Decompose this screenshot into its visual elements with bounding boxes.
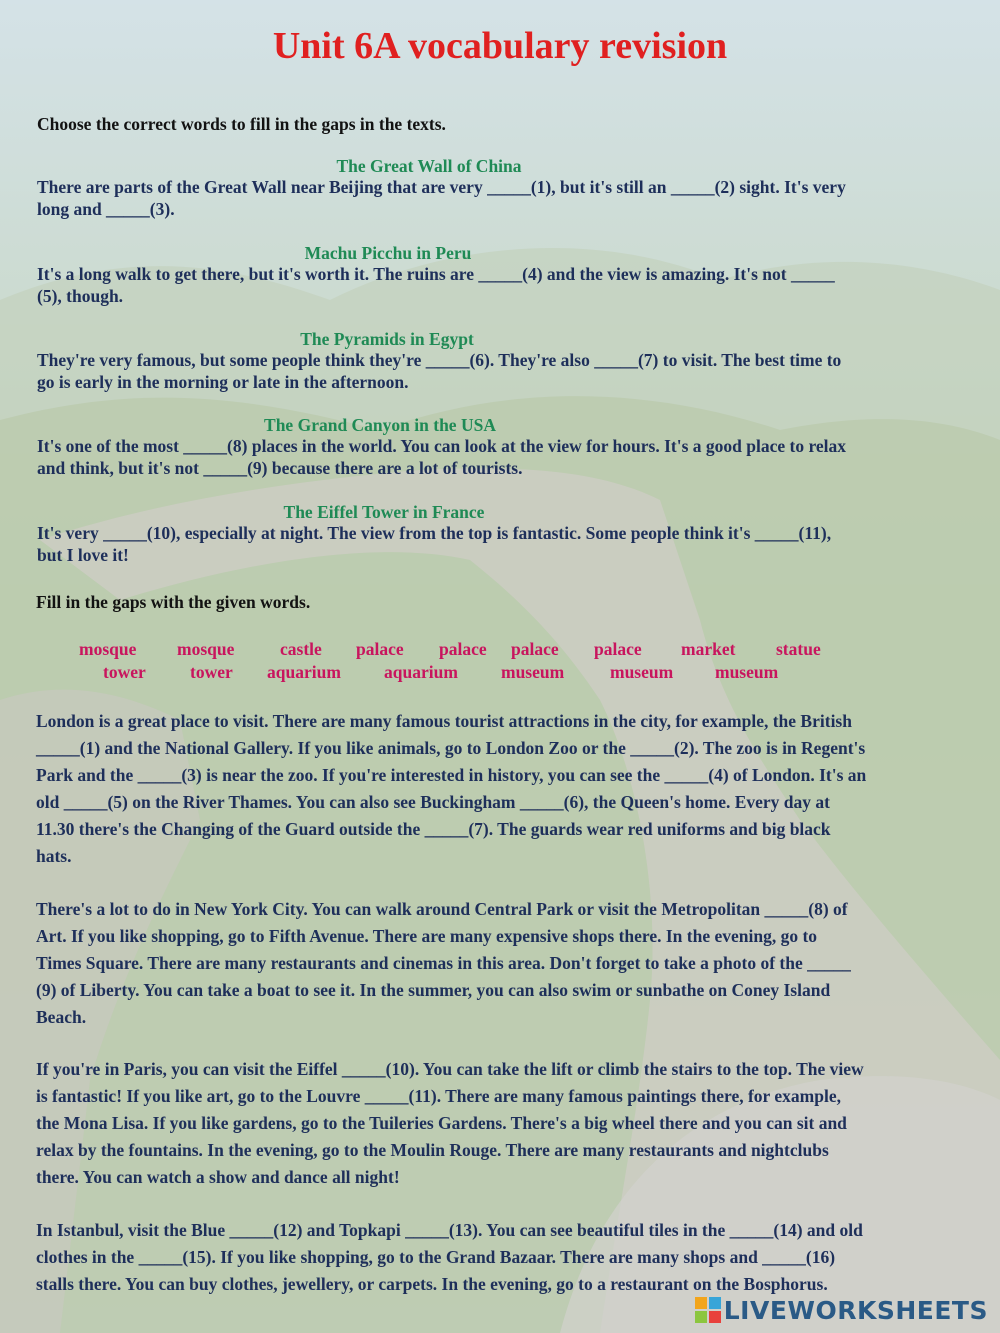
- text-line: Art. If you like shopping, go to Fifth Avenue. There are many expensive shops there. In the evening, go to: [36, 926, 818, 946]
- text-line: It's a long walk to get there, but it's worth it. The ruins are _____(4) and the view is amazing. It's not _____: [37, 264, 835, 284]
- word-bank-item[interactable]: castle: [280, 639, 322, 659]
- word-bank-item[interactable]: palace: [594, 639, 642, 659]
- word-bank-item[interactable]: market: [681, 639, 736, 659]
- text-line: Beach.: [36, 1007, 87, 1027]
- text-line: They're very famous, but some people think they're _____(6). They're also _____(7) to visit. The best time to: [37, 350, 842, 370]
- text-line: Park and the _____(3) is near the zoo. If you're interested in history, you can see the _____(4) of London. It's an: [36, 765, 867, 785]
- text-line: long and _____(3).: [37, 198, 175, 219]
- part2-instruction: Fill in the gaps with the given words.: [36, 592, 311, 612]
- text-line: but I love it!: [37, 544, 129, 565]
- section-heading-great-wall: The Great Wall of China: [336, 156, 522, 176]
- paragraph-paris: [36, 1056, 971, 1191]
- brand-name: LIVEWORKSHEETS: [723, 1295, 988, 1325]
- word-bank-item[interactable]: museum: [610, 662, 674, 682]
- text-line: _____(1) and the National Gallery. If you like animals, go to London Zoo or the _____(2). The zoo is in Regent's: [36, 738, 866, 758]
- page-title: Unit 6A vocabulary revision: [272, 25, 728, 67]
- paragraph-new-york: [36, 896, 971, 1031]
- text-line: and think, but it's not _____(9) because there are a lot of tourists.: [37, 457, 523, 478]
- word-bank-item[interactable]: tower: [103, 662, 146, 682]
- text-line: In Istanbul, visit the Blue _____(12) and Topkapi _____(13). You can see beautiful tiles in the _____(14) and old: [36, 1220, 863, 1240]
- word-bank-item[interactable]: mosque: [177, 639, 235, 659]
- word-bank-item[interactable]: palace: [439, 639, 487, 659]
- word-bank-item[interactable]: museum: [501, 662, 565, 682]
- word-bank-item[interactable]: mosque: [79, 639, 137, 659]
- text-line: 11.30 there's the Changing of the Guard outside the _____(7). The guards wear red uniforms and big black: [36, 819, 831, 839]
- section-text-pyramids: [37, 350, 967, 393]
- text-line: is fantastic! If you like art, go to the Louvre _____(11). There are many famous paintings there, for example,: [36, 1086, 841, 1106]
- text-line: (9) of Liberty. You can take a boat to see it. In the summer, you can also swim or sunbathe on Coney Island: [36, 980, 831, 1000]
- text-line: It's one of the most _____(8) places in the world. You can look at the view for hours. It's a good place to relax: [37, 436, 847, 456]
- text-line: London is a great place to visit. There are many famous tourist attractions in the city, for example, the British: [36, 711, 852, 731]
- paragraph-istanbul: [36, 1217, 971, 1298]
- section-heading-grand-canyon: The Grand Canyon in the USA: [264, 415, 496, 435]
- text-line: There are parts of the Great Wall near Beijing that are very _____(1), but it's still an _____(2) sight. It's very: [37, 177, 846, 197]
- word-bank-item[interactable]: statue: [776, 639, 821, 659]
- word-bank-item[interactable]: museum: [715, 662, 779, 682]
- liveworksheets-logo[interactable]: [695, 1296, 988, 1324]
- text-line: hats.: [36, 846, 72, 866]
- section-text-grand-canyon: [37, 436, 967, 479]
- text-line: old _____(5) on the River Thames. You can also see Buckingham _____(6), the Queen's home. Every day at: [36, 792, 830, 812]
- text-line: (5), though.: [37, 285, 124, 306]
- section-text-great-wall: [37, 177, 967, 220]
- word-bank-item[interactable]: palace: [356, 639, 404, 659]
- word-bank-item[interactable]: aquarium: [267, 662, 341, 682]
- word-bank-item[interactable]: palace: [511, 639, 559, 659]
- section-heading-machu-picchu: Machu Picchu in Peru: [304, 243, 472, 263]
- section-heading-pyramids: The Pyramids in Egypt: [300, 329, 474, 349]
- part1-instruction: Choose the correct words to fill in the gaps in the texts.: [37, 114, 446, 134]
- text-line: If you're in Paris, you can visit the Eiffel _____(10). You can take the lift or climb the stairs to the top. The view: [36, 1059, 864, 1079]
- section-heading-eiffel-tower: The Eiffel Tower in France: [283, 502, 485, 522]
- text-line: There's a lot to do in New York City. You can walk around Central Park or visit the Metropolitan _____(8) of: [36, 899, 848, 919]
- text-line: stalls there. You can buy clothes, jewellery, or carpets. In the evening, go to a restaurant on the Bosphorus.: [36, 1274, 828, 1294]
- text-line: the Mona Lisa. If you like gardens, go to the Tuileries Gardens. There's a big wheel there and you can sit and: [36, 1113, 847, 1133]
- paragraph-london: [36, 708, 971, 870]
- text-line: Times Square. There are many restaurants and cinemas in this area. Don't forget to take a photo of the _____: [36, 953, 851, 973]
- word-bank-item[interactable]: aquarium: [384, 662, 458, 682]
- live-blocks-icon: [695, 1297, 721, 1323]
- text-line: clothes in the _____(15). If you like shopping, go to the Grand Bazaar. There are many shops and _____(16): [36, 1247, 836, 1267]
- word-bank-item[interactable]: tower: [190, 662, 233, 682]
- section-text-machu-picchu: [37, 264, 967, 307]
- text-line: relax by the fountains. In the evening, go to the Moulin Rouge. There are many restaurants and nightclubs: [36, 1140, 829, 1160]
- text-line: It's very _____(10), especially at night. The view from the top is fantastic. Some people think it's _____(11),: [37, 523, 832, 543]
- section-text-eiffel-tower: [37, 523, 967, 566]
- text-line: go is early in the morning or late in the afternoon.: [37, 371, 409, 392]
- text-line: there. You can watch a show and dance all night!: [36, 1167, 400, 1187]
